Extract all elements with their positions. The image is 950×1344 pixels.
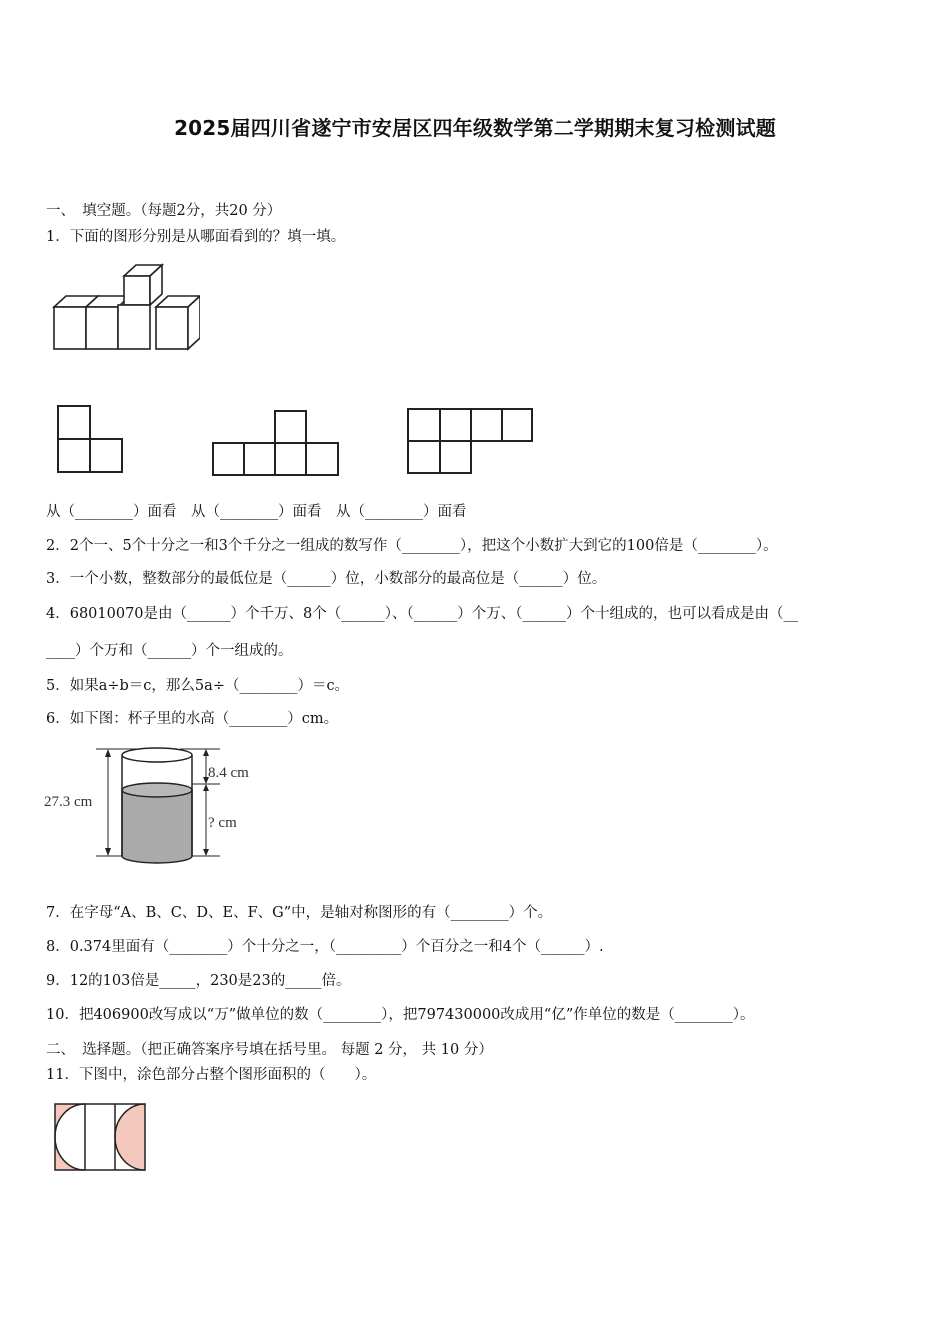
shaded-right-region xyxy=(115,1104,145,1170)
question-2: 2．2个一、5个十分之一和3个千分之一组成的数写作（________），把这个小数扩大到它的100倍是（________）。 xyxy=(46,538,778,554)
question-4-line-2: ____）个万和（______）个一组成的。 xyxy=(46,643,293,659)
question-9: 9．12的103倍是_____，230是23的_____倍。 xyxy=(46,973,351,989)
cup-figure xyxy=(40,746,270,866)
question-3: 3．一个小数，整数部分的最低位是（______）位，小数部分的最高位是（______）位。 xyxy=(46,571,607,587)
question-10: 10．把406900改写成以“万”做单位的数（________），把797430000改成用“亿”作单位的数是（________）。 xyxy=(46,1007,755,1023)
shaded-left-region xyxy=(55,1104,85,1170)
cup-top-label: 8.4 cm xyxy=(208,765,249,781)
question-5: 5．如果a÷b＝c，那么5a÷（________）＝c。 xyxy=(46,678,350,694)
cup-total-label: 27.3 cm xyxy=(44,794,93,810)
shaded-area-figure xyxy=(52,1101,150,1173)
cube-stack-figure xyxy=(50,262,200,354)
cup-water-label: ? cm xyxy=(208,815,237,831)
page-title: 2025届四川省遂宁市安居区四年级数学第二学期期末复习检测试题 xyxy=(174,116,776,140)
question-11: 11．下图中，涂色部分占整个图形面积的（ ）。 xyxy=(46,1067,377,1083)
question-7: 7．在字母“A、B、C、D、E、F、G”中，是轴对称图形的有（________）个。 xyxy=(46,905,553,921)
question-1-answer: 从（________）面看 从（________）面看 从（________）面看 xyxy=(46,504,467,520)
section-fill-header: 一、 填空题。（每题2分，共20 分） xyxy=(46,203,282,219)
question-1: 1．下面的图形分别是从哪面看到的？填一填。 xyxy=(46,229,346,245)
section-choice-header: 二、 选择题。（把正确答案序号填在括号里。 每题 2 分， 共 10 分） xyxy=(46,1042,493,1058)
view-figure-3 xyxy=(405,406,535,476)
cup-water xyxy=(122,790,192,863)
view-figure-2 xyxy=(211,409,341,477)
question-6: 6．如下图：杯子里的水高（________）cm。 xyxy=(46,711,339,727)
view-figure-1 xyxy=(54,404,126,474)
question-4-line-1: 4．68010070是由（______）个千万、8个（______）、（______）个万、（______）个十组成的，也可以看成是由（__ xyxy=(46,606,799,622)
question-8: 8．0.374里面有（________）个十分之一，（_________）个百分之一和4个（______）. xyxy=(46,939,604,955)
